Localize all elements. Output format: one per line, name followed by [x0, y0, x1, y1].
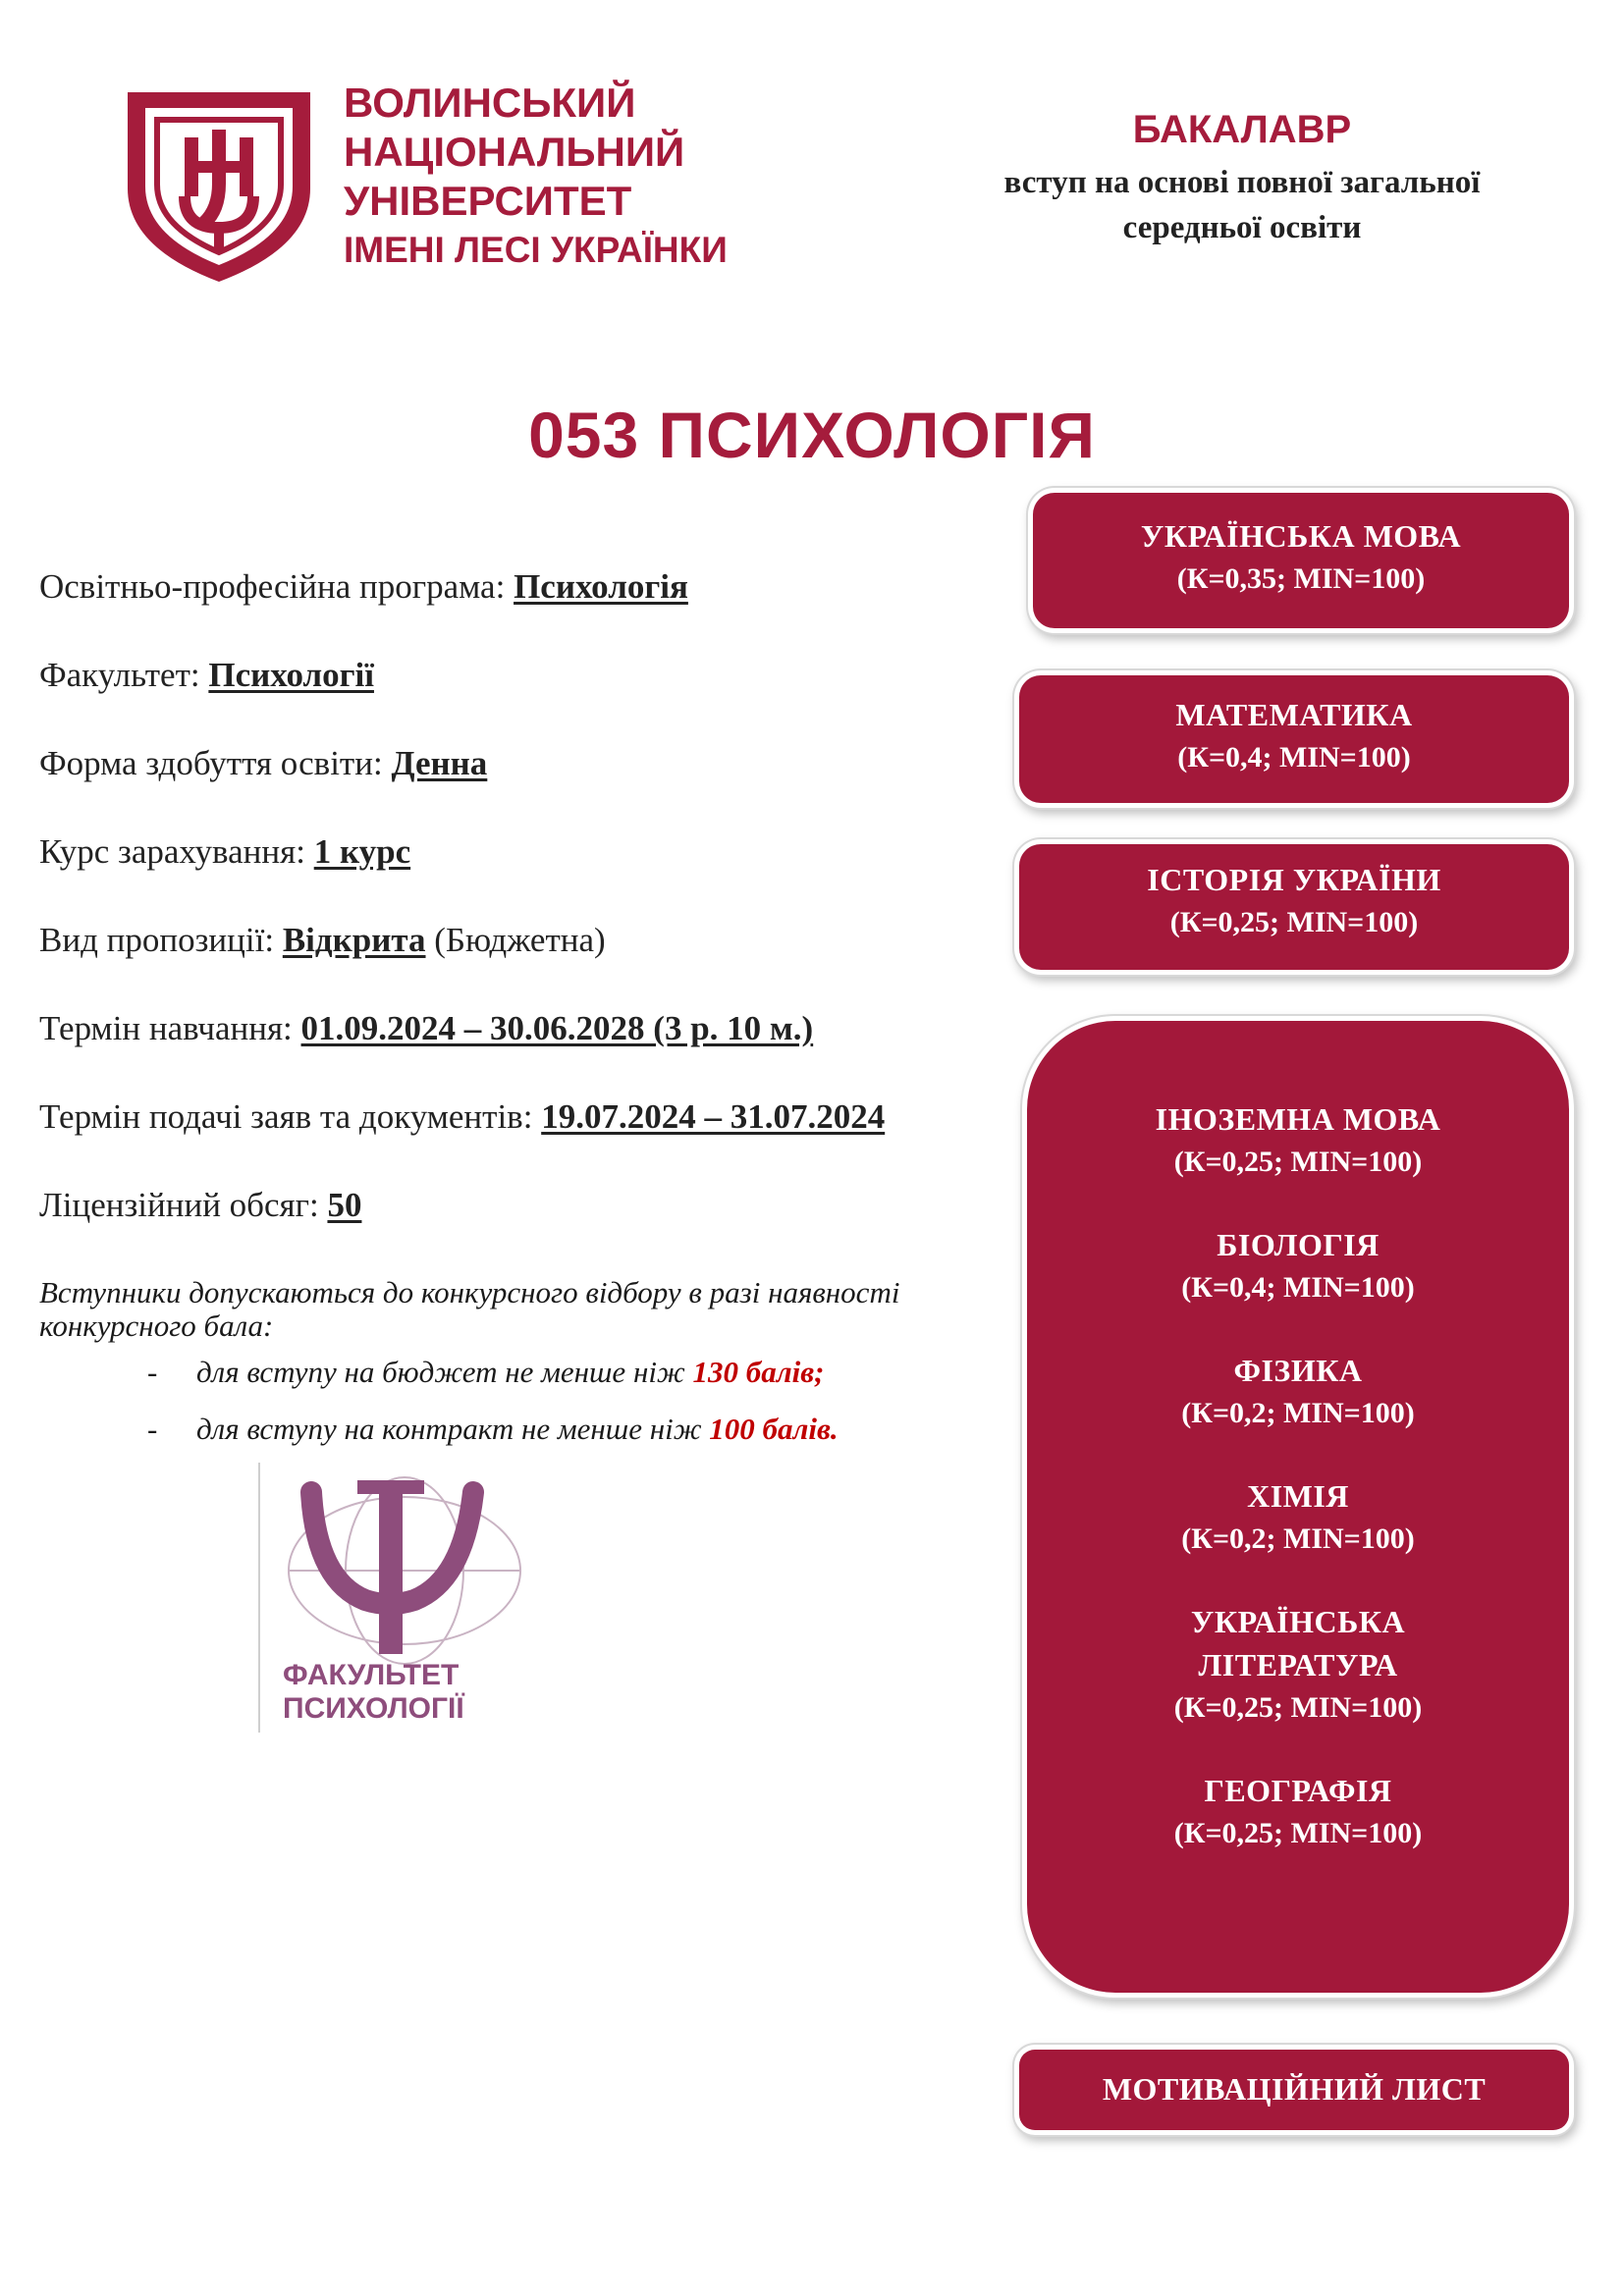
degree-title: БАКАЛАВР — [1132, 108, 1352, 151]
info-label: Освітньо-професійна програма: — [39, 567, 514, 606]
elective-subject-foreign-language — [1027, 1097, 1569, 1184]
subject-coefficient: (К=0,25; MIN=100) — [1169, 906, 1419, 938]
info-extra: (Бюджетна) — [425, 921, 606, 959]
subject-box-mathematics — [1019, 675, 1569, 803]
info-value: Відкрита — [282, 921, 426, 959]
admission-note: Вступники допускаються до конкурсного відбору в разі наявності конкурсного бала: — [39, 1275, 900, 1343]
info-value: Денна — [391, 744, 488, 782]
bullet-text: для вступу на контракт не менше ніж — [196, 1412, 710, 1446]
elective-subjects-box — [1027, 1021, 1569, 1993]
info-offer-type — [39, 921, 606, 960]
info-study-form — [39, 744, 487, 783]
subject-coefficient: (К=0,35; MIN=100) — [1176, 562, 1426, 595]
info-study-period — [39, 1009, 813, 1048]
subject-coefficient: (К=0,25; MIN=100) — [1173, 1146, 1423, 1178]
info-label: Термін подачі заяв та документів: — [39, 1097, 542, 1136]
subject-coefficient: (К=0,4; MIN=100) — [1177, 741, 1411, 774]
faculty-logo-line-1: ФАКУЛЬТЕТ — [283, 1659, 460, 1691]
info-value: Психологія — [514, 567, 688, 606]
info-value: Психології — [208, 656, 374, 694]
subject-name: ІНОЗЕМНА МОВА — [1155, 1101, 1441, 1137]
info-program — [39, 567, 688, 607]
subject-coefficient: (К=0,25; MIN=100) — [1173, 1691, 1423, 1724]
info-application-period — [39, 1097, 885, 1137]
subject-name: УКРАЇНСЬКА МОВА — [1140, 518, 1462, 554]
admission-bullet-budget — [147, 1355, 824, 1390]
info-license-volume — [39, 1186, 361, 1225]
university-name — [344, 79, 728, 275]
bullet-text: для вступу на бюджет не менше ніж — [196, 1355, 693, 1389]
info-value: 1 курс — [313, 832, 411, 871]
elective-subject-geography — [1027, 1769, 1569, 1855]
university-name-line-4: ІМЕНІ ЛЕСІ УКРАЇНКИ — [344, 230, 728, 270]
subject-name: МАТЕМАТИКА — [1175, 697, 1413, 732]
bullet-highlight: 130 балів; — [692, 1355, 825, 1389]
subject-name: ФІЗИКА — [1233, 1353, 1363, 1388]
university-name-line-3: УНІВЕРСИТЕТ — [344, 178, 632, 224]
subject-box-ukrainian-language — [1033, 493, 1569, 628]
motivation-letter-label: МОТИВАЦІЙНИЙ ЛИСТ — [1102, 2071, 1487, 2107]
subject-name: БІОЛОГІЯ — [1217, 1227, 1380, 1262]
info-value: 50 — [327, 1186, 362, 1224]
info-course — [39, 832, 410, 872]
info-label: Форма здобуття освіти: — [39, 744, 392, 782]
page-title: 053 ПСИХОЛОГІЯ — [528, 399, 1096, 471]
subject-name: УКРАЇНСЬКА — [1190, 1604, 1406, 1639]
faculty-logo-line-2: ПСИХОЛОГІЇ — [283, 1692, 464, 1725]
subject-coefficient: (К=0,25; MIN=100) — [1173, 1817, 1423, 1849]
info-label: Факультет: — [39, 656, 209, 694]
info-label: Вид пропозиції: — [39, 921, 283, 959]
subject-box-history-of-ukraine — [1019, 844, 1569, 970]
elective-subject-ukrainian-literature — [1027, 1600, 1569, 1730]
degree-subtitle-line-2: середньої освіти — [1122, 210, 1362, 245]
subject-name: ХІМІЯ — [1247, 1478, 1349, 1514]
info-faculty — [39, 656, 374, 695]
degree-block — [923, 108, 1561, 250]
admission-bullet-contract — [147, 1412, 839, 1447]
info-label: Термін навчання: — [39, 1009, 301, 1047]
degree-subtitle — [923, 160, 1561, 250]
university-name-line-1: ВОЛИНСЬКИЙ — [344, 80, 636, 126]
university-logo-icon — [116, 80, 322, 287]
elective-subject-physics — [1027, 1349, 1569, 1435]
faculty-logo-text — [283, 1659, 464, 1726]
subject-name-line-2: ЛІТЕРАТУРА — [1198, 1647, 1398, 1682]
subject-coefficient: (К=0,2; MIN=100) — [1181, 1397, 1415, 1429]
info-value: 01.09.2024 – 30.06.2028 (3 р. 10 м.) — [300, 1009, 814, 1047]
university-name-line-2: НАЦІОНАЛЬНИЙ — [344, 129, 685, 175]
motivation-letter-box — [1019, 2050, 1569, 2130]
elective-subject-chemistry — [1027, 1474, 1569, 1561]
elective-subject-biology — [1027, 1223, 1569, 1309]
bullet-dash: - — [147, 1355, 158, 1389]
subject-coefficient: (К=0,2; MIN=100) — [1181, 1522, 1415, 1555]
subject-name: ГЕОГРАФІЯ — [1204, 1773, 1392, 1808]
degree-subtitle-line-1: вступ на основі повної загальної — [1003, 165, 1481, 200]
info-label: Ліцензійний обсяг: — [39, 1186, 328, 1224]
subject-name: ІСТОРІЯ УКРАЇНИ — [1147, 862, 1441, 897]
bullet-dash: - — [147, 1412, 158, 1446]
info-value: 19.07.2024 – 31.07.2024 — [541, 1097, 886, 1136]
bullet-highlight: 100 балів. — [709, 1412, 839, 1446]
subject-coefficient: (К=0,4; MIN=100) — [1181, 1271, 1415, 1304]
info-label: Курс зарахування: — [39, 832, 314, 871]
